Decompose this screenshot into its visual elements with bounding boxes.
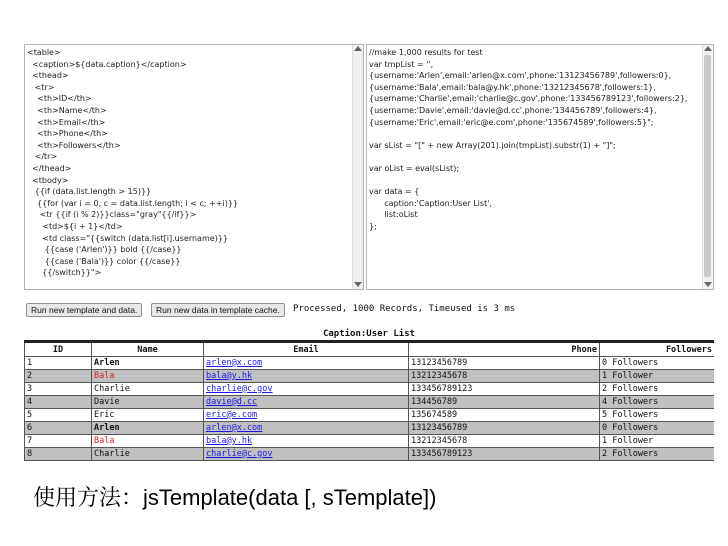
cell-name: Charlie [92,448,204,461]
cell-phone: 13212345678 [409,435,600,448]
cell-followers: 2 Followers [600,448,715,461]
cell-email-link[interactable]: bala@y.hk [204,435,409,448]
cell-name: Bala [92,370,204,383]
cell-name: Arlen [92,422,204,435]
cell-name: Eric [92,409,204,422]
cell-name: Arlen [92,357,204,370]
cell-email-link[interactable]: arlen@x.com [204,357,409,370]
cell-phone: 135674589 [409,409,600,422]
cell-followers: 4 Followers [600,396,715,409]
results-table-container [24,340,714,468]
cell-id: 8 [25,448,92,461]
table-row [25,435,715,448]
cell-id: 5 [25,409,92,422]
table-caption: Caption:User List [322,329,416,339]
header-followers: Followers [600,342,715,357]
template-editor[interactable] [24,44,364,290]
cell-email-link[interactable]: eric@e.com [204,409,409,422]
cell-name: Bala [92,435,204,448]
cell-phone: 133456789123 [409,448,600,461]
header-email: Email [204,342,409,357]
cell-phone: 134456789 [409,396,600,409]
cell-id: 4 [25,396,92,409]
table-header-row [25,342,715,357]
table-row [25,383,715,396]
cell-id: 7 [25,435,92,448]
cell-email-link[interactable]: charlie@c.gov [204,383,409,396]
cell-email-link[interactable]: davie@d.cc [204,396,409,409]
run-template-button[interactable]: Run new template and data. [26,303,142,317]
table-row [25,357,715,370]
run-data-button[interactable]: Run new data in template cache. [151,303,285,317]
cell-id: 6 [25,422,92,435]
cell-phone: 13123456789 [409,422,600,435]
template-code[interactable]: <table> <caption>${data.caption}</caption> <thead> <tr> <th>ID</th> <th>Name</th> <th>Email</th> <th>Phone</th> <th>Followers</th> </tr> </thead> <tbody> {{if (data.list.length > 15)}} {{for (var i = 0, c = data.list.length; i < c; ++i)}} <tr {{if (i % 2)}}class="gray"{{/if}}> <td>${i + 1}</td> <td class="{{switch (data.list[i].username)}} {{case ('Arlen')}} bold {{/case}} {{case ('Bala')}} color {{/case}} {{/switch}}"> [27,48,239,278]
cell-phone: 13212345678 [409,370,600,383]
scroll-down-arrow-icon[interactable] [354,282,362,287]
cell-phone: 133456789123 [409,383,600,396]
cell-name: Davie [92,396,204,409]
cell-followers: 2 Followers [600,383,715,396]
scroll-up-arrow-icon[interactable] [704,46,712,51]
template-editor-scrollbar[interactable] [352,45,363,289]
header-phone: Phone [409,342,600,357]
cell-followers: 1 Follower [600,435,715,448]
table-row [25,396,715,409]
table-row [25,422,715,435]
cell-email-link[interactable]: bala@y.hk [204,370,409,383]
data-editor-scrollbar[interactable] [702,45,713,289]
table-row [25,409,715,422]
cell-followers: 1 Follower [600,370,715,383]
scroll-down-arrow-icon[interactable] [704,282,712,287]
cell-followers: 0 Followers [600,422,715,435]
table-row [25,448,715,461]
status-text: Processed, 1000 Records, Timeused is 3 ms [293,304,516,314]
header-id: ID [25,342,92,357]
cell-email-link[interactable]: arlen@x.com [204,422,409,435]
header-name: Name [92,342,204,357]
cell-id: 3 [25,383,92,396]
scrollbar-thumb[interactable] [704,55,711,277]
data-code[interactable]: //make 1,000 results for test var tmpList = '', {username:'Arlen',email:'arlen@x.com',phone:'13123456789',followers:0}, {username:'Bala',email:'bala@y.hk',phone:'13212345678',followers:1}, {username:'Charlie',email:'charlie@c.gov',phone:'133456789123',followers:2}, {username:'Davie',email:'davie@d.cc',phone:'134456789',followers:4}, {username:'Eric',email:'eric@e.com',phone:'135674589',followers:5}"; var sList = "[" + new Array(201).join(tmpList).substr(1) + "]"; var oList = eval(sList); var data = { caption:'Caption:User List', list:oList }; [369,48,688,231]
scroll-up-arrow-icon[interactable] [354,46,362,51]
cell-followers: 5 Followers [600,409,715,422]
data-editor[interactable] [366,44,714,290]
cell-phone: 13123456789 [409,357,600,370]
table-row [25,370,715,383]
usage-footer: 使用方法：jsTemplate(data [, sTemplate]) [33,485,437,510]
cell-email-link[interactable]: charlie@c.gov [204,448,409,461]
cell-id: 2 [25,370,92,383]
cell-followers: 0 Followers [600,357,715,370]
cell-name: Charlie [92,383,204,396]
cell-id: 1 [25,357,92,370]
results-table [24,340,714,461]
